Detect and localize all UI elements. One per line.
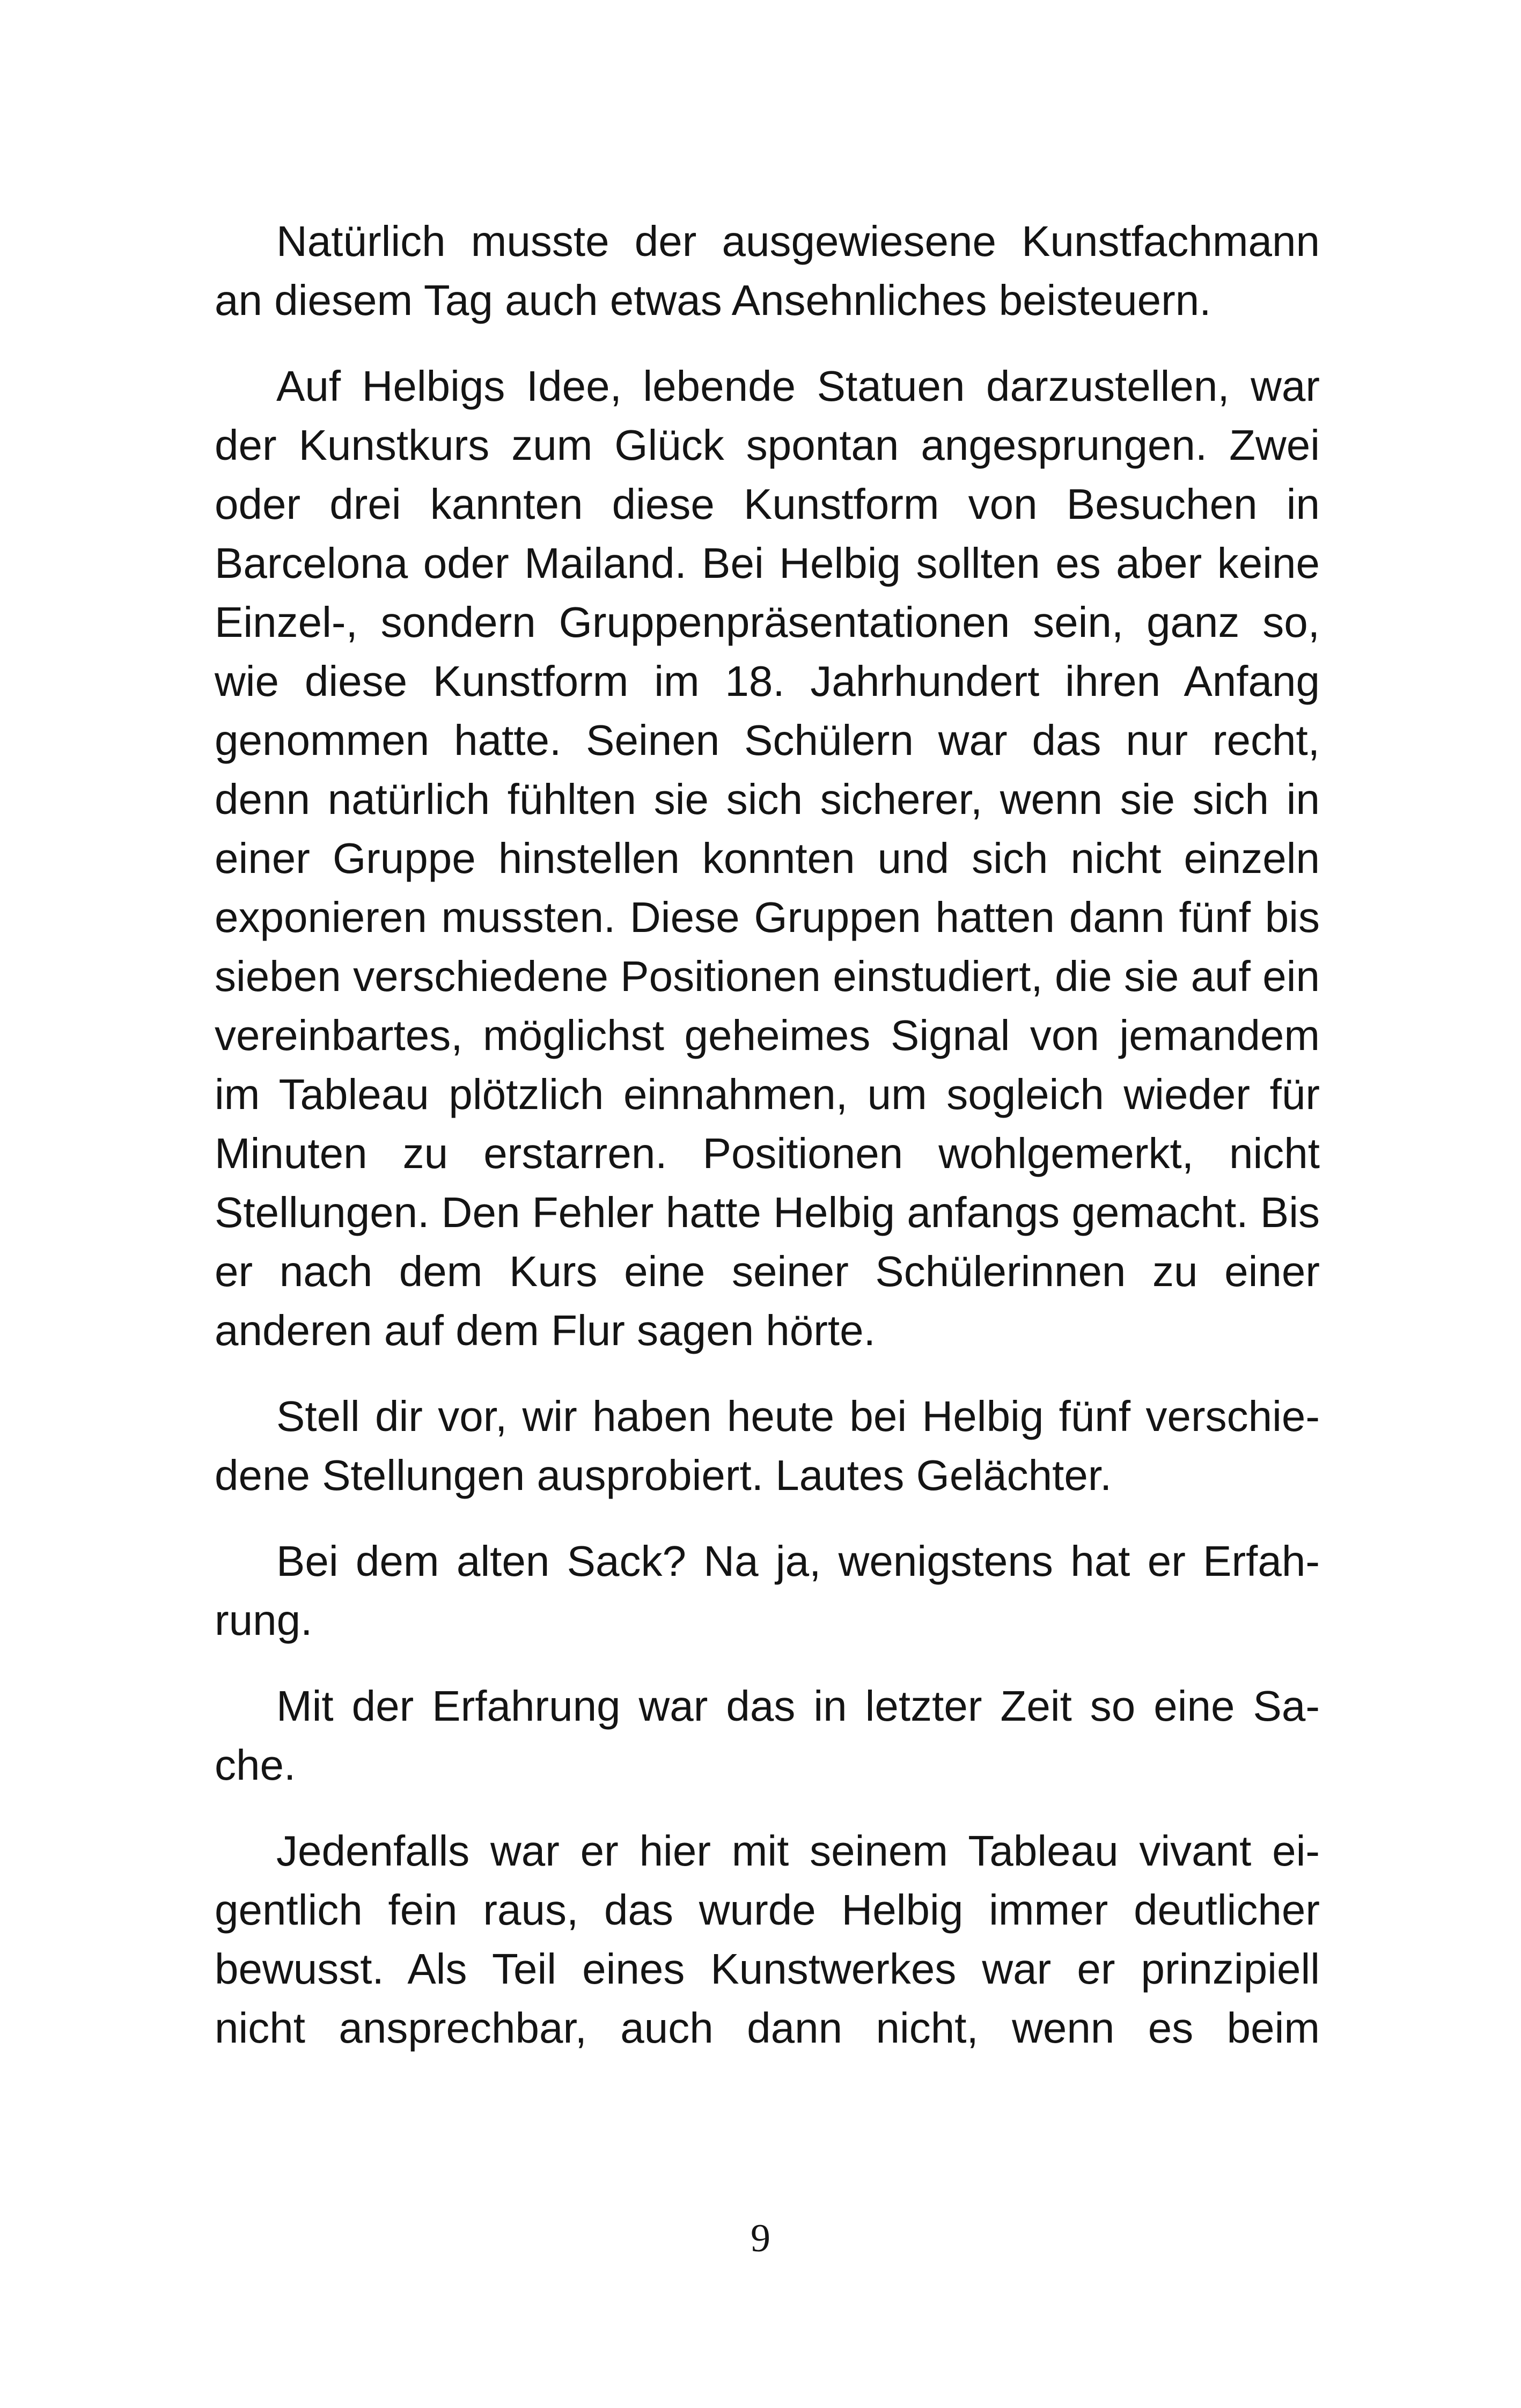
body-text — [215, 212, 1320, 2058]
paragraph-3: Stell dir vor, wir haben heute bei Helbig fünf verschiedene Stellungen ausprobiert. Lautes Gelächter. — [215, 1392, 1320, 1499]
paragraph-1: Natürlich musste der ausgewiesene Kunstfachmann an diesem Tag auch etwas Ansehnliches beisteuern. — [215, 217, 1320, 324]
page-number: 9 — [751, 2216, 770, 2260]
paragraph-6: Jedenfalls war er hier mit seinem Tableau vivant eigentlich fein raus, das wurde Helbig immer deutlicher bewusst. Als Teil eines Kunstwerkes war er prinzipiell nicht ansprechbar, auch dann nicht, wenn es beim — [215, 1827, 1320, 2052]
paragraph-4: Bei dem alten Sack? Na ja, wenigstens hat er Erfahrung. — [215, 1537, 1320, 1644]
paragraph-2: Auf Helbigs Idee, lebende Statuen darzustellen, war der Kunstkurs zum Glück spontan angesprungen. Zwei oder drei kannten diese Kunstform von Besuchen in Barcelona oder Mailand. Bei Helbig sollten es aber keine Einzel-, sondern Gruppenpräsentationen sein, ganz so, wie diese Kunstform im 18. Jahrhundert ihren Anfang genommen hatte. Seinen Schülern war das nur recht, denn natürlich fühlten sie sich sicherer, wenn sie sich in einer Gruppe hinstellen konnten und sich nicht einzeln exponieren mussten. Diese Gruppen hatten dann fünf bis sieben verschiedene Positionen einstudiert, die sie auf ein vereinbartes, möglichst geheimes Signal von jemandem im Tableau plötzlich einnahmen, um sogleich wieder für Minuten zu erstarren. Positionen wohlgemerkt, nicht Stellungen. Den Fehler hatte Helbig anfangs gemacht. Bis er nach dem Kurs eine seiner Schülerinnen zu einer anderen auf dem Flur sagen hörte. — [215, 362, 1320, 1354]
paragraph-5: Mit der Erfahrung war das in letzter Zeit so eine Sache. — [215, 1682, 1320, 1789]
